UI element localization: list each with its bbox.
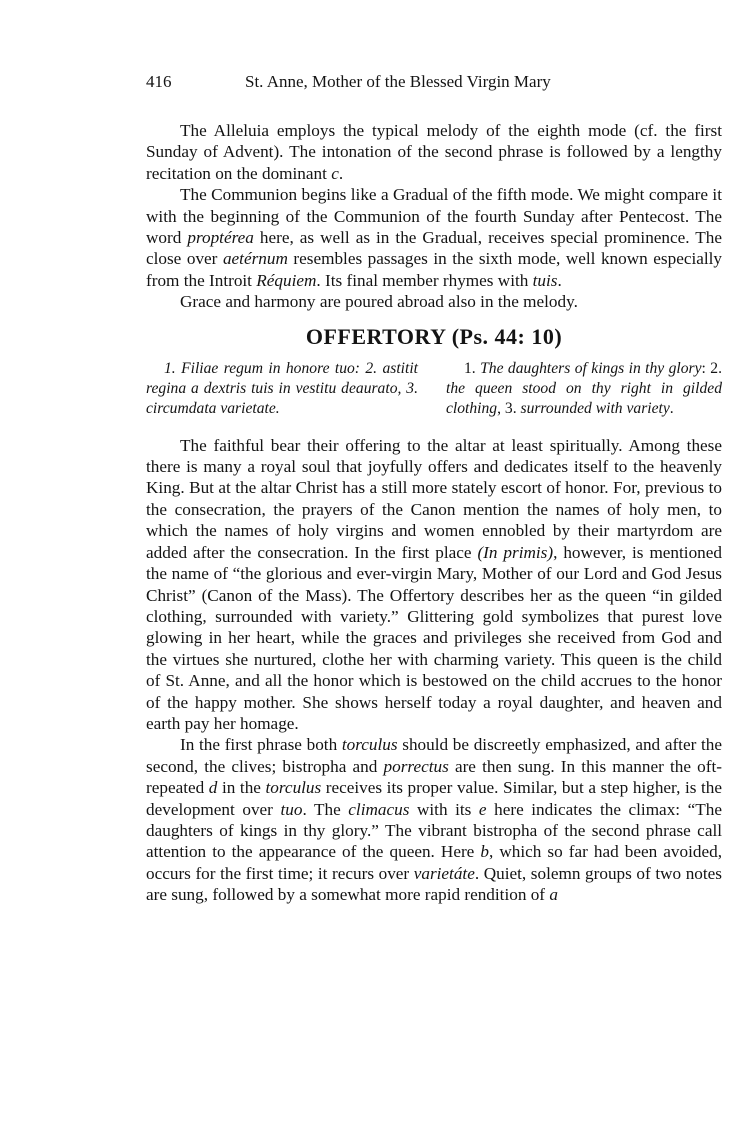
offering-paragraph: The faithful bear their offering to the altar at least spiritually. Among these there is many a royal soul that joyfully offers and dedicates itself to the heavenly King. But at the altar Christ has a still more stately escort of honor. For, previous to the consecration, the prayers of the Canon mention the names of holy men, to which the names of holy virgins and women ennobled by their martyrdom are added after the consecration. In the first place (In primis), however, is mentioned the name of “the glorious and ever-virgin Mary, Mother of our Lord and God Jesus Christ” (Canon of the Mass). The Offertory describes her as the queen “in gilded clothing, surrounded with variety.” Glittering gold symbolizes that purest love glowing in her heart, while the graces and privileges she received from God and the virtues she nurtured, clothe her with charming variety. This queen is the child of St. Anne, and all the honor which is bestowed on the child accrues to the honor of the happy mother. She shows herself today a royal daughter, and heaven and earth pay her homage. (146, 435, 722, 733)
latin-verse: 1. Filiae regum in honore tuo: 2. astitit regina a dextris tuis in vestitu deaurato, 3. circumdata varietate. (146, 359, 418, 417)
communion-paragraph: The Communion begins like a Gradual of the fifth mode. We might compare it with the beginning of the Communion of the fourth Sunday after Pentecost. The word proptérea here, as well as in the Gradual, receives special prominence. The close over aetérnum resembles passages in the sixth mode, well known especially from the Introit Réquiem. Its final member rhymes with tuis. (146, 185, 722, 290)
grace-paragraph: Grace and harmony are poured abroad also in the melody. (180, 292, 578, 312)
commentary-text (146, 435, 722, 906)
page-header (146, 72, 722, 94)
offertory-title: OFFERTORY (305, 323, 446, 349)
intro-text (146, 120, 722, 313)
english-verse: 1. The daughters of kings in thy glory: 2. the queen stood on thy right in gilded clothing, 3. surrounded with variety. (446, 359, 722, 417)
offertory-verses (146, 359, 722, 419)
book-page (146, 72, 722, 906)
alleluia-paragraph: The Alleluia employs the typical melody of the eighth mode (cf. the first Sunday of Advent). The intonation of the second phrase is followed by a lengthy recitation on the dominant c. (146, 121, 722, 183)
running-title: St. Anne, Mother of the Blessed Virgin Mary (245, 72, 551, 91)
melody-paragraph: In the first phrase both torculus should be discreetly emphasized, and after the second, the clives; bistropha and porrectus are then sung. In this manner the oft-repeated d in the torculus receives its proper value. Similar, but a step higher, is the development over tuo. The climacus with its e here indicates the climax: “The daughters of kings in thy glory.” The vibrant bistropha of the second phrase call attention to the appearance of the queen. Here b, which so far had been avoided, occurs for the first time; it recurs over varietáte. Quiet, solemn groups of two notes are sung, followed by a somewhat more rapid rendition of a (146, 735, 723, 905)
page-number: 416 (146, 72, 172, 91)
offertory-heading (146, 324, 722, 350)
psalm-reference: (Ps. 44: 10) (451, 323, 563, 349)
